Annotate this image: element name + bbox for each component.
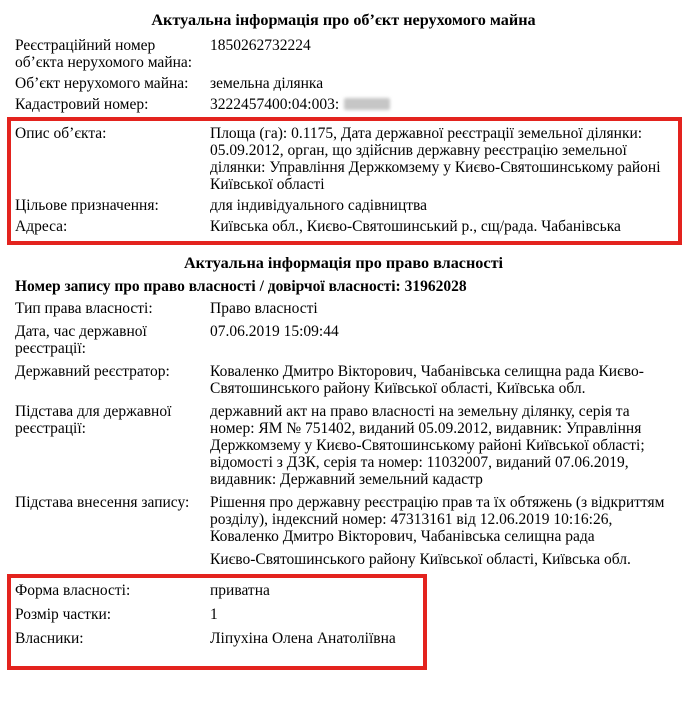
- field-label: Кадастровий номер:: [15, 96, 149, 113]
- field-row-registration-grounds: [15, 403, 672, 488]
- field-value: земельна ділянка: [210, 75, 324, 92]
- field-value: Київська обл., Києво-Святошинський р., сщ/рада. Чабанівська: [210, 218, 621, 235]
- redaction-blur: [344, 98, 390, 110]
- record-number-heading: Номер запису про право власності / довірчої власності: 31962028: [15, 278, 467, 295]
- field-value-part2: Києво-Святошинського району Київської області, Київська обл.: [210, 551, 631, 568]
- field-value: 1850262732224: [210, 37, 311, 54]
- field-label: Тип права власності:: [15, 300, 153, 317]
- field-label: Підстава внесення запису:: [15, 494, 190, 511]
- section-title-ownership: Актуальна інформація про право власності: [183, 254, 504, 272]
- field-value: Площа (га): 0.1175, Дата державної реєстрації земельної ділянки: 05.09.2012, орган, що здійснив державну реєстрацію земельної ділянки: Управління Держкомзему у Києво-Святошинському районі Київської області: [210, 125, 661, 193]
- field-value: Право власності: [210, 300, 318, 317]
- field-value: Ліпухіна Олена Анатоліївна: [210, 630, 396, 647]
- field-row-object-description: [15, 125, 672, 193]
- section-object-info: [15, 12, 672, 245]
- field-row-registration-number: [15, 37, 672, 71]
- field-row-ownership-type: [15, 300, 672, 317]
- field-row-object-type: [15, 75, 672, 92]
- field-row-ownership-form: [15, 582, 417, 599]
- field-label: Об’єкт нерухомого майна:: [15, 75, 189, 92]
- field-value: 07.06.2019 15:09:44: [210, 323, 339, 340]
- field-value: [210, 494, 672, 568]
- field-row-cadastral-number: [15, 96, 672, 113]
- field-value: для індивідуального садівництва: [210, 197, 428, 214]
- field-value: приватна: [210, 582, 270, 599]
- section-ownership-info: [15, 255, 672, 670]
- field-row-registration-datetime: [15, 323, 672, 357]
- field-value: [210, 96, 672, 113]
- field-value: Коваленко Дмитро Вікторович, Чабанівська селищна рада Києво-Святошинського району Київської області, Київська обл.: [210, 363, 644, 397]
- field-row-share-size: [15, 606, 417, 623]
- field-label: Цільове призначення:: [15, 197, 159, 214]
- cadastral-number: 3222457400:04:003:: [210, 96, 340, 113]
- field-row-record-entry-grounds: [15, 494, 672, 568]
- field-label: Форма власності:: [15, 582, 131, 599]
- field-row-state-registrar: [15, 363, 672, 397]
- field-value: 1: [210, 606, 218, 623]
- field-row-address: [15, 218, 672, 235]
- section-title-object: Актуальна інформація про об’єкт нерухомого майна: [151, 11, 536, 29]
- field-label: Адреса:: [15, 218, 68, 235]
- field-label: Державний реєстратор:: [15, 363, 170, 380]
- field-label: Розмір частки:: [15, 606, 112, 623]
- field-label: Реєстраційний номер об’єкта нерухомого майна:: [15, 37, 193, 71]
- field-row-designated-purpose: [15, 197, 672, 214]
- field-label: Власники:: [15, 630, 84, 647]
- field-value-part1: Рішення про державну реєстрацію прав та їх обтяжень (з відкриттям розділу), індексний номер: 47313161 від 12.06.2019 10:16:26, Коваленко Дмитро Вікторович, Чабанівська селищна рада: [210, 494, 665, 545]
- highlight-box-ownership-details: [7, 574, 427, 670]
- field-label: Підстава для державної реєстрації:: [15, 403, 172, 437]
- field-label: Дата, час державної реєстрації:: [15, 323, 147, 357]
- field-value: державний акт на право власності на земельну ділянку, серія та номер: ЯМ № 751402, виданий 05.09.2012, видавник: Управління Держкомзему у Києво-Святошинському районі Київської області; відомості з ДЗК, серія та номер: 11032007, виданий 07.06.2019, видавник: Державний земельний кадастр: [210, 403, 645, 488]
- field-label: Опис об’єкта:: [15, 125, 107, 142]
- highlight-box-object-details: [7, 117, 682, 245]
- field-row-owners: [15, 630, 417, 647]
